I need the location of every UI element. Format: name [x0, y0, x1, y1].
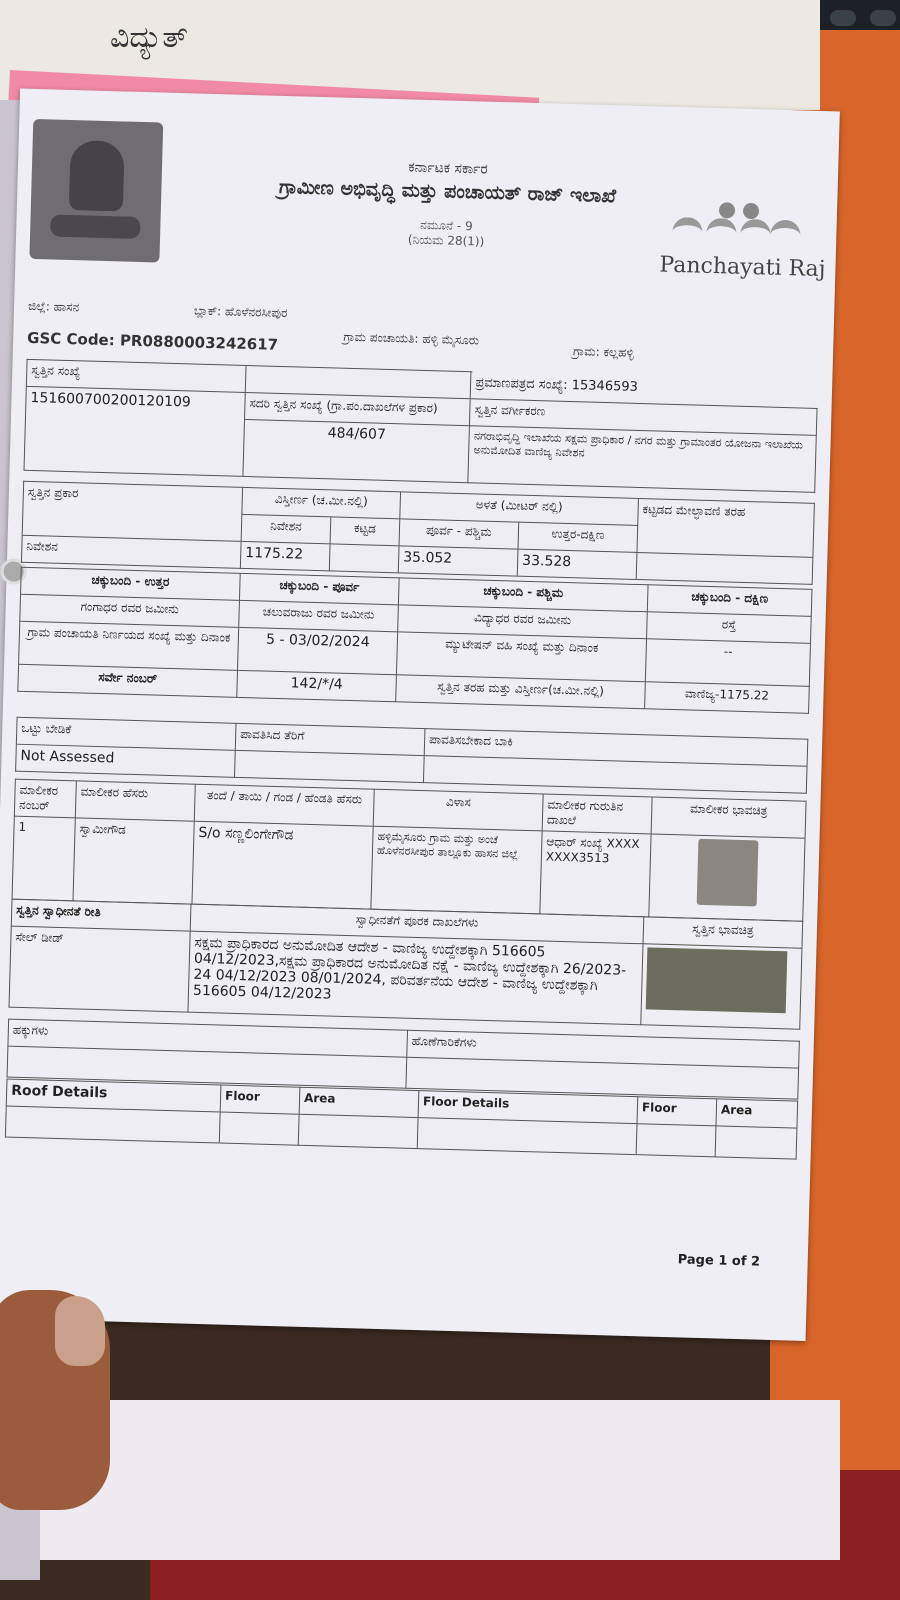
owner-name-label: ಮಾಲೀಕರ ಹೆಸರು [75, 781, 195, 821]
relation-label: ತಂದೆ / ತಾಯಿ / ಗಂಡ / ಹೆಂಡತಿ ಹೆಸರು [194, 784, 374, 826]
department-name: ಗ್ರಾಮೀಣ ಅಭಿವೃದ್ಧಿ ಮತ್ತು ಪಂಚಾಯತ್ ರಾಜ್ ಇಲಾಖೆ [278, 175, 617, 208]
demand-value: Not Assessed [16, 744, 236, 777]
property-photo-label: ಸ್ವತ್ತಿನ ಭಾವಚಿತ್ರ [643, 917, 803, 948]
liabilities-label: ಹೊಣೆಗಾರಿಕೆಗಳು [407, 1030, 800, 1068]
panchayati-raj-logo [655, 196, 826, 283]
logo-figures [666, 197, 797, 241]
mutation-value: -- [645, 639, 810, 687]
logo-text: Panchayati Raj [659, 252, 826, 283]
building-area-label: ಕಟ್ಟಡ [330, 517, 400, 546]
owner-relation: S/o ಸಣ್ಣಲಿಂಗೇಗೌಡ [192, 821, 373, 909]
site-area-value: 1175.22 [240, 541, 330, 570]
owner-photo-label: ಮಾಲೀಕರ ಭಾವಚಿತ್ರ [651, 797, 806, 838]
form-number: ನಮೂನೆ - 9 [420, 217, 473, 234]
state-name: ಕರ್ನಾಟಕ ಸರ್ಕಾರ [408, 159, 489, 178]
supporting-docs-label: ಸ್ವಾಧೀನತೆಗೆ ಪೂರಕ ದಾಖಲೆಗಳು [190, 904, 644, 944]
south-boundary: ರಸ್ತೆ [647, 612, 812, 644]
ownership-method-value: ಸೇಲ್ ಡೀಡ್ [9, 926, 190, 1012]
roof-area-label: Area [299, 1087, 419, 1117]
property-id-label: ಸ್ವತ್ತಿನ ಸಂಖ್ಯೆ [26, 359, 246, 392]
page-number: Page 1 of 2 [677, 1252, 761, 1270]
back-paper-text: ವಿದ್ಯುತ್ [110, 20, 189, 55]
north-south-label: ಉತ್ತರ-ದಕ್ಷಿಣ [518, 522, 638, 552]
boundaries-table [17, 567, 812, 714]
owner-address: ಹಳ್ಳಿಮೈಸೂರು ಗ್ರಾಮ ಮತ್ತು ಅಂಚೆ ಹೊಳೆನರಸೀಪುರ ತಾಲ್ಲೂಕು ಹಾಸನ ಜಿಲ್ಲೆ [371, 826, 542, 914]
document-header [236, 155, 658, 255]
owner-photo [696, 839, 758, 907]
certificate-number: ಪ್ರಮಾಣಪತ್ರದ ಸಂಖ್ಯೆ: 15346593 [475, 374, 639, 395]
old-number-value: 484/607 [243, 419, 470, 482]
balance-label: ಪಾವತಿಸಬೇಕಾದ ಬಾಕಿ [424, 729, 808, 767]
east-west-value: 35.052 [398, 546, 518, 576]
survey-value: 142/*/4 [237, 670, 397, 701]
north-boundary: ಗಂಗಾಧರ ರವರ ಜಮೀನು [20, 594, 240, 627]
dimensions-label: ಅಳತೆ (ಮೀಟರ್ ನಲ್ಲಿ) [400, 492, 639, 526]
classification-label: ಸ್ವತ್ತಿನ ವರ್ಗೀಕರಣ [470, 399, 817, 436]
north-south-value: 33.528 [517, 549, 637, 579]
area-label: ವಿಸ್ತೀರ್ಣ (ಚ.ಮೀ.ನಲ್ಲಿ) [242, 487, 401, 518]
property-certificate [0, 89, 840, 1341]
emblem-figure [69, 140, 125, 211]
classification-value: ನಗರಾಭಿವೃದ್ಧಿ ಇಲಾಖೆಯ ಸಕ್ಷಮ ಪ್ರಾಧಿಕಾರ / ನಗರ ಮತ್ತು ಗ್ರಾಮಾಂತರ ಯೋಜನಾ ಇಲಾಖೆಯ ಅನುಮೋದಿತ ವಾಣಿಜ್ಯ ನಿವೇಶನ [468, 426, 816, 493]
decision-label: ಗ್ರಾಮ ಪಂಚಾಯತಿ ನಿರ್ಣಯದ ಸಂಖ್ಯೆ ಮತ್ತು ದಿನಾಂಕ [19, 621, 239, 670]
gram-panchayat: ಗ್ರಾಮ ಪಂಚಾಯತಿ: ಹಳ್ಳಿ ಮೈಸೂರು [343, 329, 480, 348]
ownership-table [8, 899, 803, 1030]
type-area-value: ವಾಣಿಜ್ಯ-1175.22 [645, 682, 810, 714]
property-type-label: ಸ್ವತ್ತಿನ ಪ್ರಕಾರ [22, 481, 242, 541]
east-west-label: ಪೂರ್ವ - ಪಶ್ಚಿಮ [399, 519, 519, 549]
demand-label: ಒಟ್ಟು ಬೇಡಿಕೆ [16, 717, 236, 750]
site-area-label: ನಿವೇಶನ [241, 514, 331, 543]
property-id-value: 151600700200120109 [24, 386, 245, 476]
floor-details-label: Floor Details [418, 1091, 638, 1124]
emblem-base [50, 214, 141, 239]
rule-number: (ನಿಯಮ 28(1)) [407, 232, 485, 249]
west-boundary: ವಿದ್ಯಾಧರ ರವರ ಜಮೀನು [398, 605, 648, 639]
fingernail [55, 1296, 105, 1366]
village: ಗ್ರಾಮ: ಕಲ್ಲಹಳ್ಳಿ [572, 344, 634, 360]
bottom-paper [40, 1400, 840, 1560]
district: ಜಿಲ್ಲೆ: ಹಾಸನ [27, 298, 80, 315]
south-boundary-label: ಚಕ್ಕುಬಂದಿ - ದಕ್ಷಿಣ [647, 585, 812, 617]
roof-type-label: ಕಟ್ಟಡದ ಮೇಲ್ಛಾವಣಿ ತರಹ [637, 498, 814, 557]
gsc-code: GSC Code: PR0880003242617 [26, 328, 279, 354]
mutation-label: ಮ್ಯುಟೇಷನ್ ವಹಿ ಸಂಖ್ಯೆ ಮತ್ತು ದಿನಾಂಕ [396, 632, 646, 682]
karnataka-emblem [29, 119, 163, 263]
roof-floor-label: Floor [220, 1085, 300, 1114]
owner-name: ಸ್ವಾಮೀಗೌಡ [73, 818, 194, 904]
old-number-label: ಸದರಿ ಸ್ವತ್ತಿನ ಸಂಖ್ಯೆ (ಗ್ರಾ.ಪಂ.ದಾಖಲೆಗಳ ಪ್ರಕಾರ) [245, 392, 471, 425]
ownership-method-label: ಸ್ವತ್ತಿನ ಸ್ವಾಧೀನತೆ ರೀತಿ [11, 899, 191, 931]
owner-number-label: ಮಾಲೀಕರ ನಂಬರ್ [14, 779, 76, 818]
property-photo [646, 947, 788, 1013]
roof-details-label: Roof Details [6, 1079, 221, 1112]
block: ಬ್ಲಾಕ್: ಹೊಳೆನರಸೀಪುರ [193, 303, 288, 321]
floor-floor-label: Floor [637, 1097, 717, 1126]
east-boundary-label: ಚಕ್ಕುಬಂದಿ - ಪೂರ್ವ [239, 573, 399, 604]
address-label: ವಿಳಾಸ [373, 789, 543, 831]
key [870, 10, 896, 26]
survey-label: ಸರ್ವೇ ನಂಬರ್ [18, 664, 238, 697]
west-boundary-label: ಚಕ್ಕುಬಂದಿ - ಪಶ್ಚಿಮ [398, 578, 648, 612]
property-id-table [23, 359, 818, 493]
property-type-value: ನಿವೇಶನ [21, 535, 241, 568]
owner-id-document: ಆಧಾರ್ ಸಂಖ್ಯೆ XXXXXXXX3513 [540, 831, 651, 917]
paid-label: ಪಾವತಿಸಿದ ತೆರಿಗೆ [235, 723, 425, 755]
type-area-label: ಸ್ವತ್ತಿನ ತರಹ ಮತ್ತು ವಿಸ್ತೀರ್ಣ(ಚ.ಮೀ.ನಲ್ಲಿ) [396, 675, 646, 709]
north-boundary-label: ಚಕ್ಕುಬಂದಿ - ಉತ್ತರ [21, 567, 241, 600]
id-document-label: ಮಾಲೀಕರ ಗುರುತಿನ ದಾಖಲೆ [542, 794, 652, 834]
rights-label: ಹಕ್ಕುಗಳು [8, 1019, 408, 1057]
decision-value: 5 - 03/02/2024 [237, 627, 397, 674]
key [830, 10, 856, 26]
supporting-docs-value: ಸಕ್ಷಮ ಪ್ರಾಧಿಕಾರದ ಅನುಮೋದಿತ ಆದೇಶ - ವಾಣಿಜ್ಯ ಉದ್ದೇಶಕ್ಕಾಗಿ 516605 04/12/2023,ಸಕ್ಷಮ ಪ್ರಾಧಿಕಾರದ ಅನುಮೋದಿತ ನಕ್ಷೆ - ವಾಣಿಜ್ಯ ಉದ್ದೇಶಕ್ಕಾಗಿ 26/2023-24 04/12/2023 08/01/2024, ಪರಿವರ್ತನೆಯ ಆದೇಶ - ವಾಣಿಜ್ಯ ಉದ್ದೇಶಕ್ಕಾಗಿ 516605 04/12/2023 [188, 931, 643, 1025]
owner-number: 1 [12, 816, 75, 901]
floor-area-label: Area [716, 1099, 798, 1128]
east-boundary: ಚಲುವರಾಜು ರವರ ಜಮೀನು [239, 600, 399, 631]
owner-table [12, 779, 807, 922]
